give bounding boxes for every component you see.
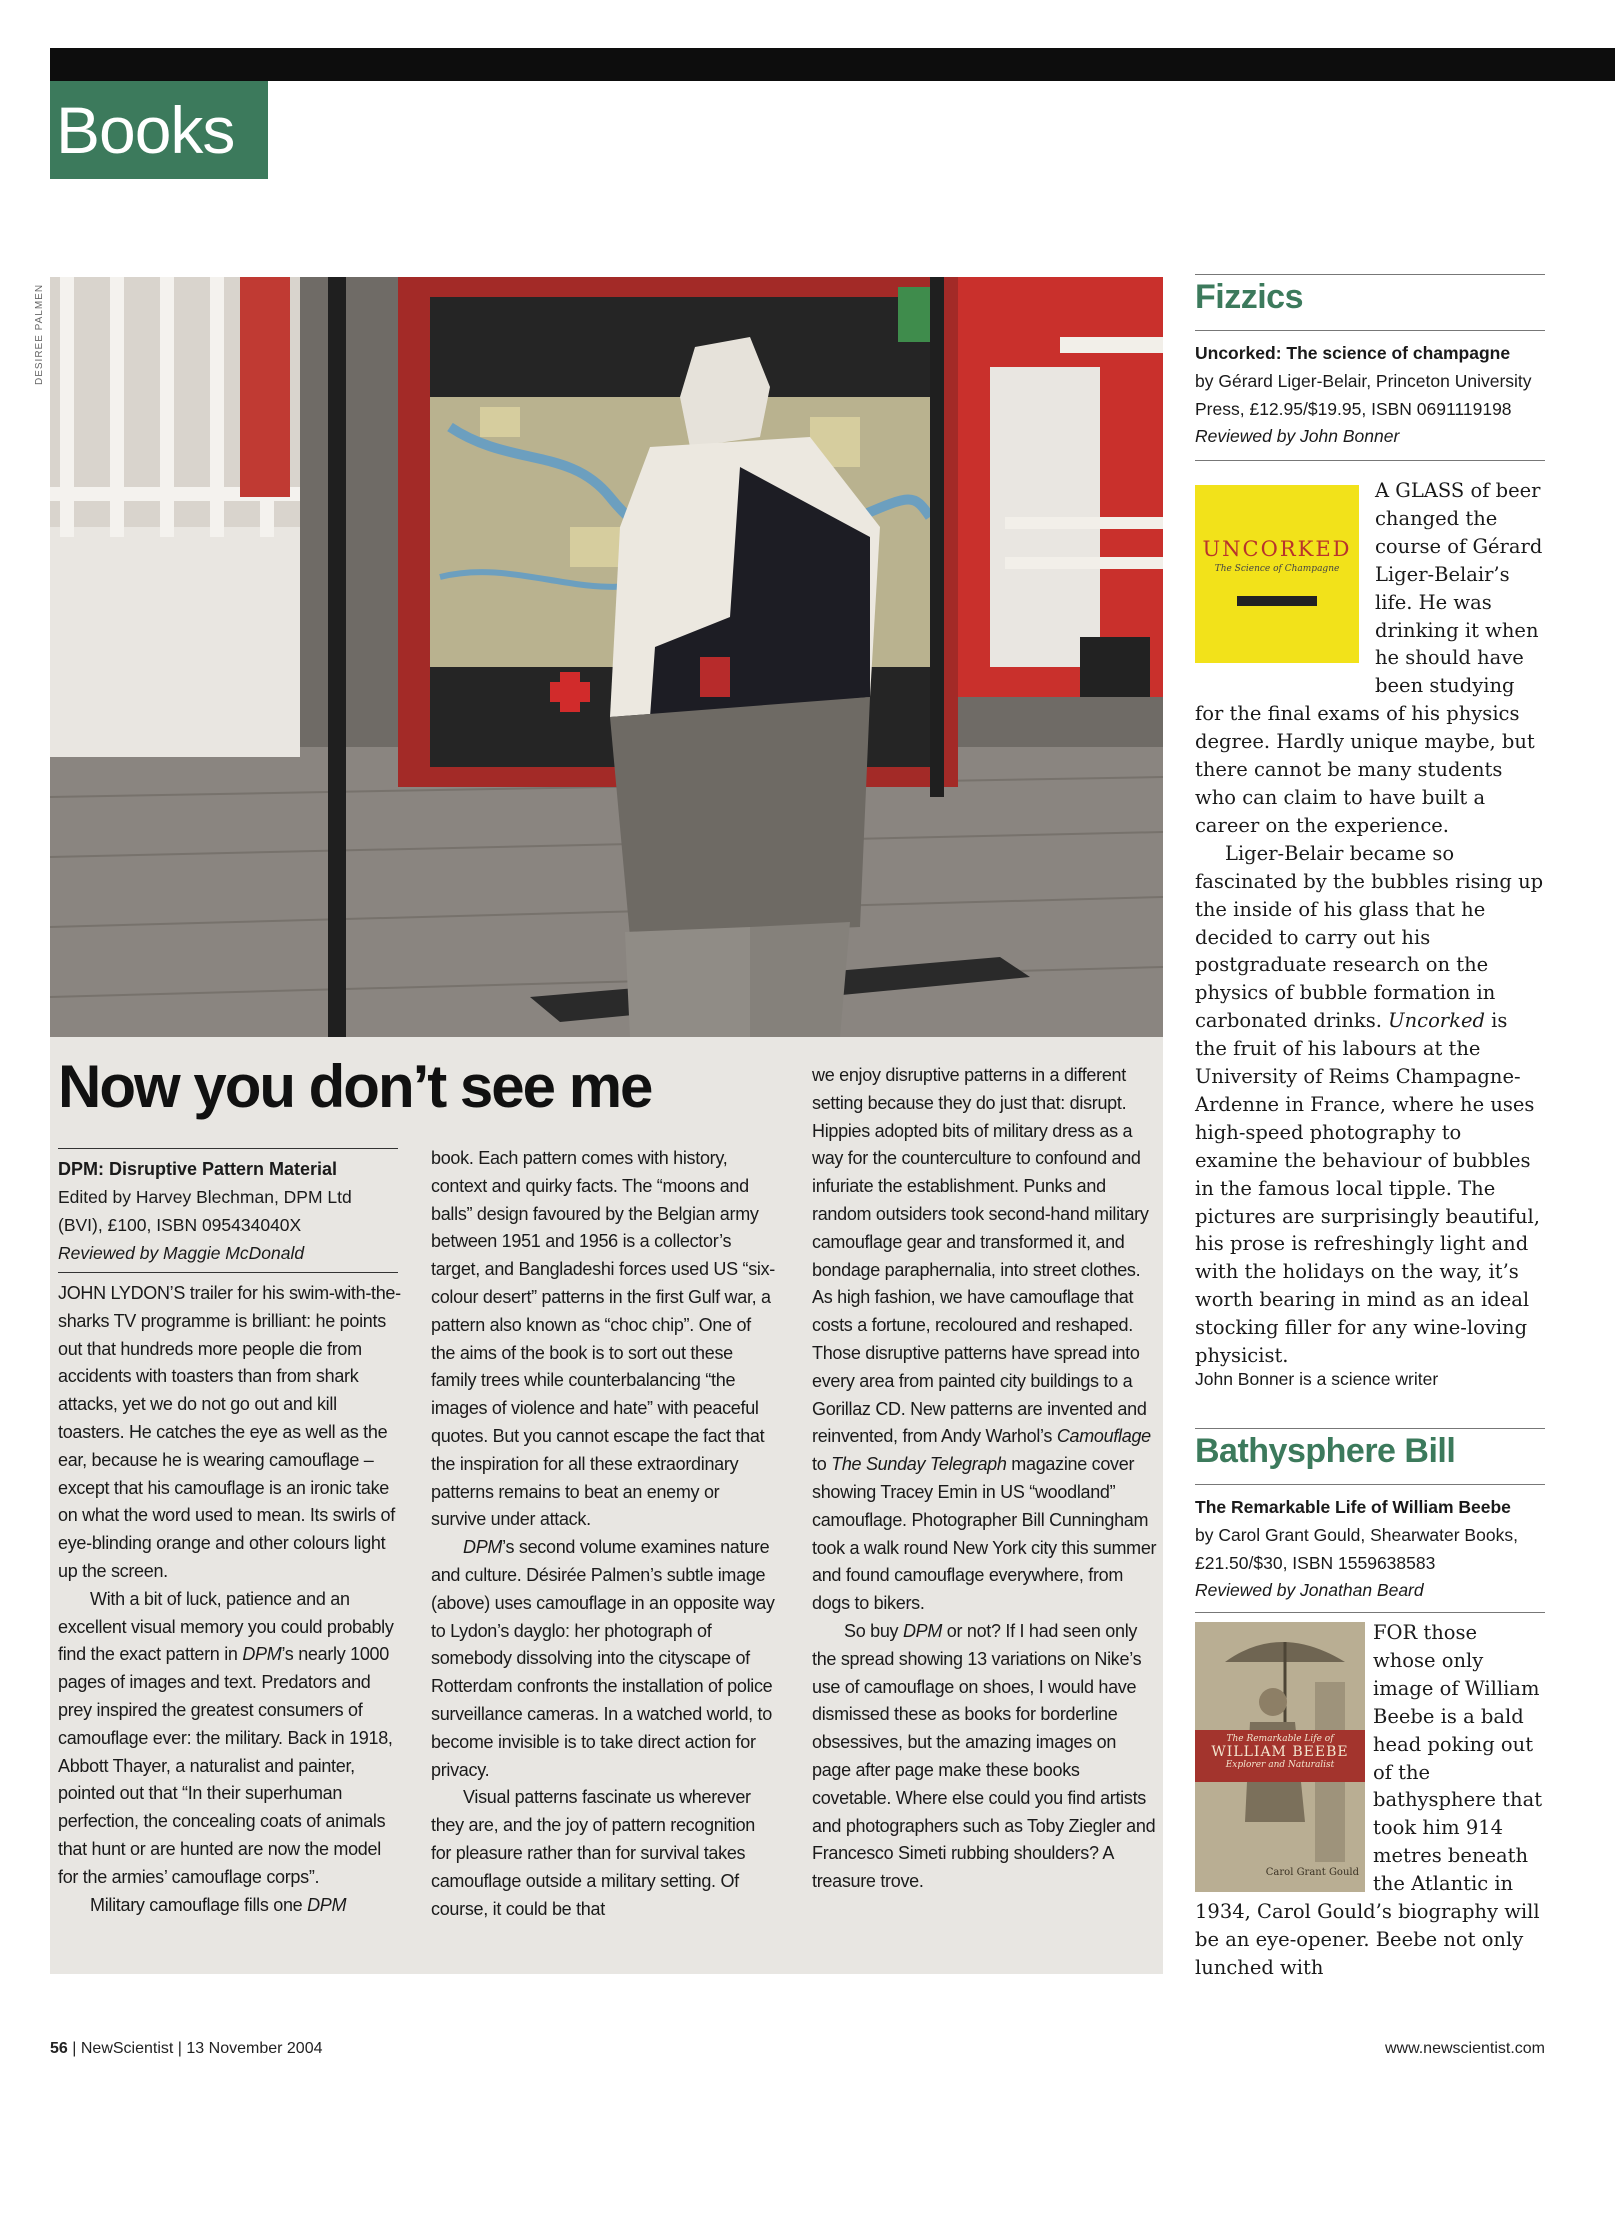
divider bbox=[1195, 460, 1545, 461]
cover-spacer bbox=[1195, 1619, 1373, 1887]
footer-url: www.newscientist.com bbox=[1384, 2040, 1545, 2057]
photo-credit: DESIREE PALMEN bbox=[34, 283, 45, 385]
issue-date: 13 November 2004 bbox=[186, 2040, 323, 2057]
separator: | bbox=[72, 2040, 81, 2057]
fizzics-body bbox=[1195, 477, 1545, 1370]
book-reviewer: Reviewed by Maggie McDonald bbox=[58, 1243, 305, 1263]
magazine-name: NewScientist bbox=[80, 2040, 174, 2057]
cover-spacer bbox=[1195, 477, 1375, 673]
divider bbox=[1195, 274, 1545, 275]
divider bbox=[1195, 1612, 1545, 1613]
divider bbox=[1195, 1484, 1545, 1485]
page-number: 56 bbox=[50, 2040, 68, 2057]
paragraph: FOR those whose only image of William Beebe is a bald head poking out of the bathysphere that took him 914 metres beneath the Atlantic in 1934, Carol Gould’s biography will be an eye-opener. Beebe not only lunched with bbox=[1195, 1621, 1543, 1979]
paragraph: Visual patterns fascinate us wherever they are, and the joy of pattern recognition for pleasure rather than for survival takes camouflage outside a military setting. Of course, it could be that bbox=[431, 1787, 756, 1919]
article-column-1 bbox=[58, 1280, 403, 1919]
cover-title: WILLIAM BEEBE bbox=[1211, 1744, 1349, 1760]
bathysphere-body bbox=[1195, 1619, 1545, 1982]
article-column-3 bbox=[812, 1062, 1157, 1896]
paragraph: we enjoy disruptive patterns in a different setting because they do just that: disrupt. Hippies adopted bits of military dress as a way for the counterculture to confound and infuriate the establishment. Punks and random outsiders took second-hand military camouflage gear and transformed it, and bondage paraphernalia, into street clothes. As high fashion, we have camouflage that costs a fortune, recoloured and reshaped. Those disruptive patterns have spread into every area from painted city buildings to a Gorillaz CD. New patterns are invented and reinvented, from Andy Warhol’s Camouflage to The Sunday Telegraph magazine cover showing Tracey Emin in US “woodland” camouflage. Photographer Bill Cunningham took a walk round New York city this summer and found camouflage everywhere, from dogs to bikers. bbox=[812, 1065, 1157, 1614]
paragraph: book. Each pattern comes with history, context and quirky facts. The “moons and balls” design favoured by the Belgian army between 1951 and 1956 is a collector’s target, and Bangladeshi forces used US “six-colour desert” patterns in the first Gulf war, a pattern also known as “choc chip”. One of the aims of the book is to sort out these family trees while counterbalancing “the images of violence and hate” with peaceful quotes. But you cannot escape the fact that the inspiration for all these extraordinary patterns remains to beat an enemy or survive under attack. bbox=[431, 1148, 775, 1530]
separator: | bbox=[177, 2040, 187, 2057]
paragraph: A GLASS of beer changed the course of Gérard Liger-Belair’s life. He was drinking it when he should have been studying for the final exams of his physics degree. Hardly unique maybe, but there cannot be many students who can claim to have built a career on the experience. bbox=[1195, 479, 1543, 837]
paragraph: DPM’s second volume examines nature and culture. Désirée Palmen’s subtle image (above) uses camouflage in an opposite way to Lydon’s dayglo: her photograph of somebody dissolving into the cityscape of Rotterdam confronts the installation of police surveillance cameras. In a watched world, to become invisible is to take direct action for privacy. bbox=[431, 1537, 775, 1780]
top-bar bbox=[50, 48, 1615, 81]
bathysphere-section-title: Bathysphere Bill bbox=[1195, 1432, 1456, 1470]
book-title: DPM: Disruptive Pattern Material bbox=[58, 1159, 338, 1179]
book-reviewer: Reviewed by Jonathan Beard bbox=[1195, 1580, 1424, 1601]
fizzics-book-info bbox=[1195, 340, 1545, 451]
bathysphere-book-info bbox=[1195, 1494, 1545, 1605]
paragraph: Liger-Belair became so fascinated by the bubbles rising up the inside of his glass that he decided to carry out his postgraduate research on the physics of bubble formation in carbonated drinks. Uncorked is the fruit of his labours at the University of Reims Champagne-Ardenne in France, where he uses high-speed photography to examine the behaviour of bubbles in the famous local tipple. The pictures are surprisingly beautiful, his prose is refreshingly light and with the holidays on the way, it’s worth bearing in mind as an ideal stocking filler for any wine-loving physicist. bbox=[1195, 841, 1544, 1368]
paragraph: JOHN LYDON’S trailer for his swim-with-the-sharks TV programme is brilliant: he points out that hundreds more people die from accidents with toasters than from shark attacks, yet we do not go out and kill toasters. He catches the eye as well as the ear, because he is wearing camouflage – except that his camouflage is an ironic take on what the word used to mean. Its swirls of eye-blinding orange and other colours light up the screen. bbox=[58, 1283, 401, 1581]
section-label: Books bbox=[50, 81, 268, 179]
book-info bbox=[58, 1148, 398, 1273]
paragraph: Military camouflage fills one DPM bbox=[90, 1894, 347, 1915]
fizzics-section-title: Fizzics bbox=[1195, 278, 1303, 316]
author-bio: John Bonner is a science writer bbox=[1195, 1369, 1439, 1389]
cover-author: Carol Grant Gould bbox=[1265, 1867, 1359, 1878]
paragraph: With a bit of luck, patience and an excellent visual memory you could probably find the exact pattern in DPM’s nearly 1000 pages of images and text. Predators and prey inspired the greatest consumers of camouflage ever: the military. Back in 1918, Abbott Thayer, a naturalist and painter, pointed out that “In their superhuman perfection, the concealing coats of animals that hunt or are hunted are now the model for the armies’ camouflage corps”. bbox=[58, 1588, 394, 1887]
book-details: by Gérard Liger-Belair, Princeton University Press, £12.95/$19.95, ISBN 0691119198 bbox=[1195, 370, 1532, 419]
divider bbox=[1195, 330, 1545, 331]
book-details: Edited by Harvey Blechman, DPM Ltd (BVI), £100, ISBN 095434040X bbox=[58, 1187, 352, 1235]
lead-in: FOR bbox=[1373, 1621, 1418, 1644]
footer-folio bbox=[50, 2040, 323, 2058]
book-title: The Remarkable Life of William Beebe bbox=[1195, 1497, 1511, 1517]
cover-line: Explorer and Naturalist bbox=[1225, 1760, 1335, 1770]
article-column-2 bbox=[431, 1145, 776, 1923]
lead-in: A GLASS bbox=[1375, 479, 1465, 502]
book-reviewer: Reviewed by John Bonner bbox=[1195, 426, 1400, 447]
book-title: Uncorked: The science of champagne bbox=[1195, 343, 1511, 363]
cover-title: UNCORKED bbox=[1202, 537, 1352, 561]
divider bbox=[1195, 1428, 1545, 1429]
article-photo bbox=[50, 277, 1163, 1037]
cover-line: The Remarkable Life of bbox=[1226, 1734, 1334, 1744]
paragraph: So buy DPM or not? If I had seen only the spread showing 13 variations on Nike’s use of camouflage on shoes, I would have dismissed these as books for borderline obsessives, but the amazing images on page after page make these books covetable. Where else could you find artists and photographers such as Toby Ziegler and Francesco Simeti rubbing shoulders? A treasure trove. bbox=[812, 1620, 1156, 1892]
book-details: by Carol Grant Gould, Shearwater Books, £21.50/$30, ISBN 1559638583 bbox=[1195, 1524, 1518, 1573]
lead-in: JOHN LYDON’S bbox=[58, 1283, 186, 1303]
headline: Now you don’t see me bbox=[58, 1053, 652, 1120]
cover-subtitle: The Science of Champagne bbox=[1214, 564, 1340, 574]
